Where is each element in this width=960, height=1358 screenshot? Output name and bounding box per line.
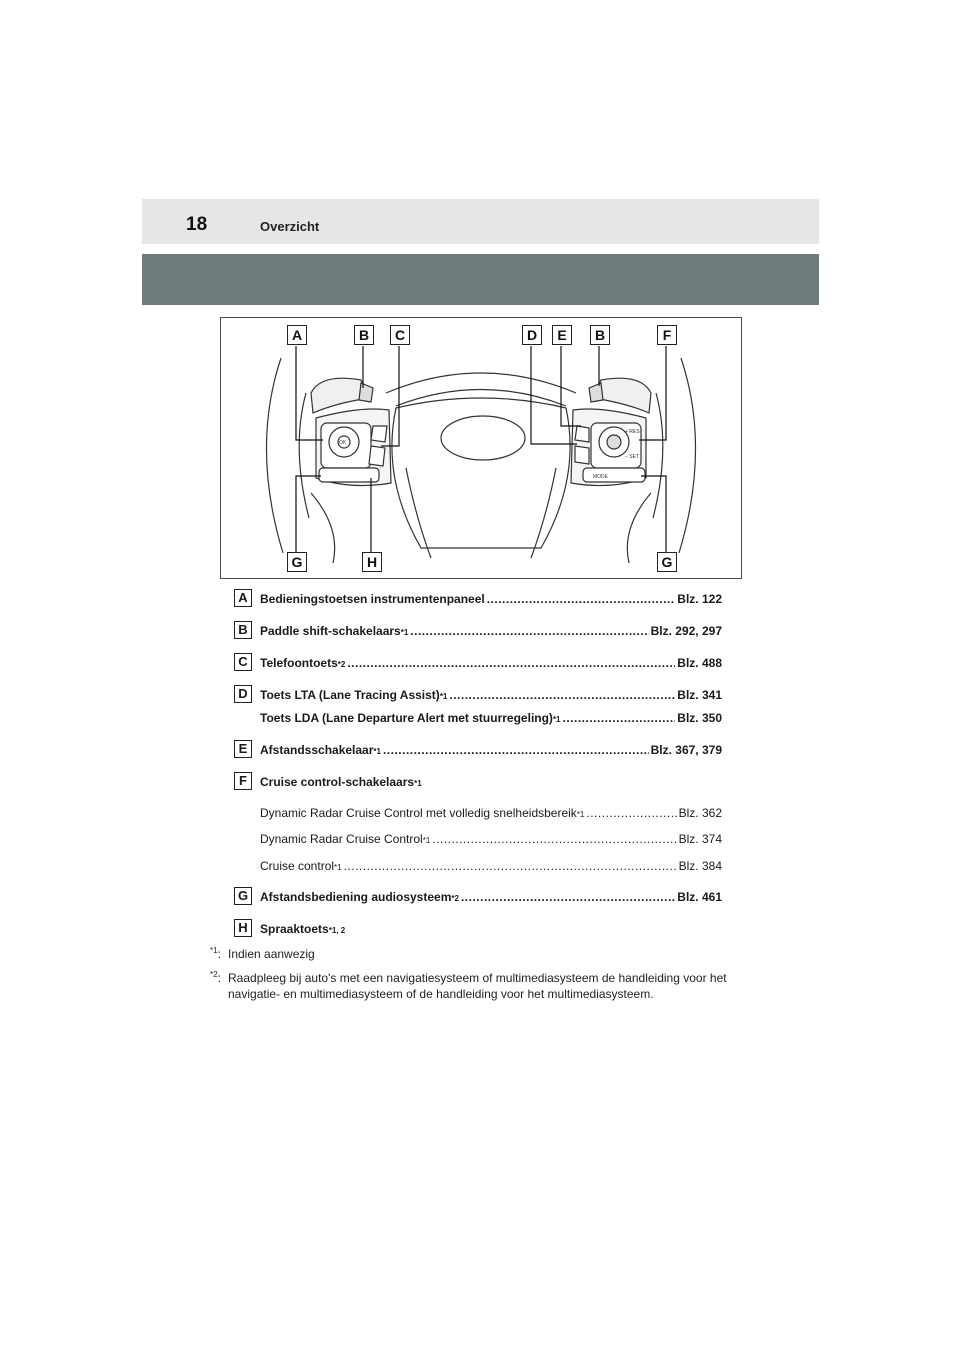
legend-page[interactable]: Blz. 350 — [677, 711, 722, 725]
legend-sub-entry: Dynamic Radar Cruise Control met volledig snelheidsbereik *1 ..... Blz. 362 — [260, 805, 722, 821]
legend-letter-b: B — [234, 621, 252, 639]
legend-entry-c: Telefoontoets *2 ..... Blz. 488 — [260, 655, 722, 671]
callout-e: E — [552, 325, 572, 345]
legend-letter-f: F — [234, 772, 252, 790]
legend-label: Telefoontoets — [260, 656, 338, 670]
legend-entry-d: Toets LTA (Lane Tracing Assist) *1 ..... Blz. 341 — [260, 687, 722, 703]
legend-label: Afstandsbediening audiosysteem — [260, 890, 452, 904]
legend-page[interactable]: Blz. 362 — [678, 806, 722, 820]
legend-page[interactable]: Blz. 292, 297 — [650, 624, 722, 638]
legend-page[interactable]: Blz. 122 — [677, 592, 722, 606]
res-label: + RES — [625, 429, 640, 435]
title-band — [142, 254, 819, 305]
page-number: 18 — [186, 214, 208, 235]
legend-letter-h: H — [234, 919, 252, 937]
legend-label: Toets LTA (Lane Tracing Assist) — [260, 688, 440, 702]
mode-label: MODE — [593, 474, 608, 480]
legend-label: Dynamic Radar Cruise Control — [260, 832, 423, 846]
rim-right — [679, 358, 696, 553]
legend-entry-f: Cruise control-schakelaars *1 — [260, 775, 422, 789]
legend-sub-entry: Dynamic Radar Cruise Control *1 ..... Blz. 374 — [260, 831, 722, 847]
legend-label: Paddle shift-schakelaars — [260, 624, 401, 638]
legend-letter-a: A — [234, 589, 252, 607]
callout-g-right: G — [657, 552, 677, 572]
legend-letter-c: C — [234, 653, 252, 671]
footnote-mark: *1 — [210, 946, 218, 955]
legend-page[interactable]: Blz. 384 — [678, 859, 722, 873]
callout-b-left: B — [354, 325, 374, 345]
legend-page[interactable]: Blz. 367, 379 — [650, 743, 722, 757]
legend-label: Afstandsschakelaar — [260, 743, 374, 757]
legend-label: Dynamic Radar Cruise Control met volledig snelheidsbereik — [260, 806, 577, 820]
section-title: Overzicht — [260, 219, 320, 234]
callout-d: D — [522, 325, 542, 345]
legend-letter-e: E — [234, 740, 252, 758]
callout-b-right: B — [590, 325, 610, 345]
legend-entry-e: Afstandsschakelaar *1 ..... Blz. 367, 379 — [260, 742, 722, 758]
legend-letter-d: D — [234, 685, 252, 703]
legend-page[interactable]: Blz. 341 — [677, 688, 722, 702]
callout-g-left: G — [287, 552, 307, 572]
callout-c: C — [390, 325, 410, 345]
ok-label: OK — [339, 440, 347, 446]
legend-entry-d-lda: Toets LDA (Lane Departure Alert met stuurregeling) *1 ..... Blz. 350 — [260, 710, 722, 726]
footnote-text: Indien aanwezig — [228, 947, 315, 961]
legend-letter-g: G — [234, 887, 252, 905]
footnote-mark: *2 — [210, 970, 218, 979]
callout-f: F — [657, 325, 677, 345]
legend-label: Toets LDA (Lane Departure Alert met stuurregeling) — [260, 711, 553, 725]
legend-label: Cruise control-schakelaars — [260, 775, 415, 789]
legend-sub-entry: Cruise control *1 ..... Blz. 384 — [260, 858, 722, 874]
page-header — [142, 199, 819, 244]
set-label: − SET — [625, 454, 640, 460]
legend-entry-g: Afstandsbediening audiosysteem *2 ..... Blz. 461 — [260, 889, 722, 905]
rim-left — [266, 358, 283, 553]
legend-label: Bedieningstoetsen instrumentenpaneel — [260, 592, 485, 606]
legend-entry-a — [260, 591, 722, 607]
legend-label: Spraaktoets — [260, 922, 329, 936]
footnote-text: Raadpleeg bij auto's met een navigatiesysteem of multimediasysteem de handleiding voor het navigatie- en multimediasysteem of de handleiding voor het multimediasysteem. — [228, 971, 727, 1001]
callout-a: A — [287, 325, 307, 345]
steering-wheel-illustration — [221, 318, 741, 578]
steering-wheel-figure — [220, 317, 742, 579]
legend-page[interactable]: Blz. 374 — [678, 832, 722, 846]
callout-h: H — [362, 552, 382, 572]
legend-entry-b: Paddle shift-schakelaars *1 ..... Blz. 292, 297 — [260, 623, 722, 639]
legend-label: Cruise control — [260, 859, 335, 873]
legend-page[interactable]: Blz. 488 — [677, 656, 722, 670]
legend-entry-h: Spraaktoets *1, 2 — [260, 922, 346, 936]
legend-page[interactable]: Blz. 461 — [677, 890, 722, 904]
